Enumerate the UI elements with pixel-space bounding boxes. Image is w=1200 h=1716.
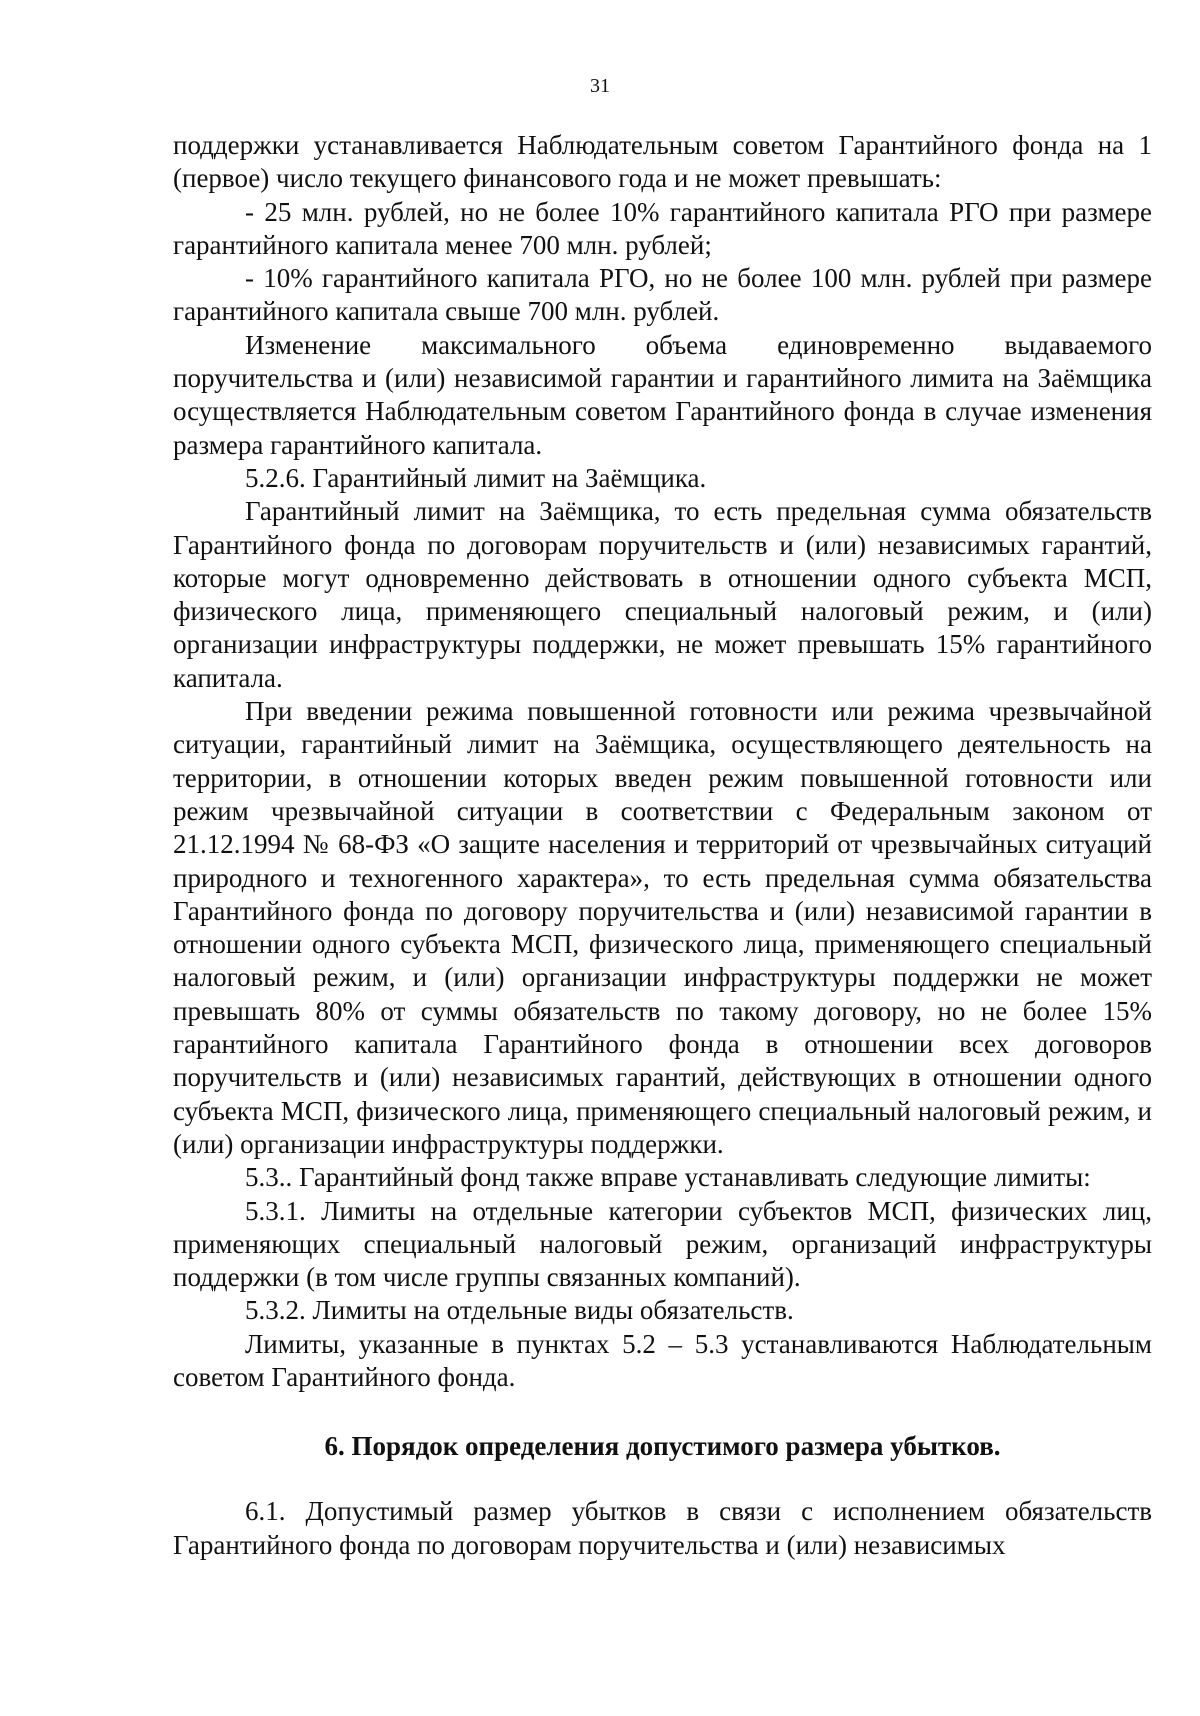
clause-5-2-6-title: 5.2.6. Гарантийный лимит на Заёмщика. <box>245 462 707 493</box>
clause-5-3-2: 5.3.2. Лимиты на отдельные виды обязательств. <box>245 1295 794 1326</box>
paragraph-continuation: поддержки устанавливается Наблюдательным советом Гарантийного фонда на 1 (первое) число текущего финансового года и не может превышать: <box>173 130 1152 194</box>
paragraph-borrower-limit: Гарантийный лимит на Заёмщика, то есть предельная сумма обязательств Гарантийного фонда по договорам поручительств и (или) независимых гарантий, которые могут одновременно действовать в отношении одного субъекта МСП, физического лица, применяющего специальный налоговый режим, и (или) организации инфраструктуры поддержки, не может превышать 15% гарантийного капитала. <box>173 496 1152 693</box>
page-number: 31 <box>590 75 610 97</box>
paragraph-emergency-regime: При введении режима повышенной готовности или режима чрезвычайной ситуации, гарантийный лимит на Заёмщика, осуществляющего деятельность на территории, в отношении которых введен режим повышенной готовности или режим чрезвычайной ситуации в соответствии с Федеральным законом от 21.12.1994 № 68-ФЗ «О защите населения и территорий от чрезвычайных ситуаций природного и техногенного характера», то есть предельная сумма обязательства Гарантийного фонда по договору поручительства и (или) независимой гарантии в отношении одного субъекта МСП, физического лица, применяющего специальный налоговый режим, и (или) организации инфраструктуры поддержки не может превышать 80% от суммы обязательств по такому договору, но не более 15% гарантийного капитала Гарантийного фонда в отношении всех договоров поручительств и (или) независимых гарантий, действующих в отношении одного субъекта МСП, физического лица, применяющего специальный налоговый режим, и (или) организации инфраструктуры поддержки. <box>173 696 1152 1159</box>
list-item-limit-25mln: - 25 млн. рублей, но не более 10% гарантийного капитала РГО при размере гарантийного капитала менее 700 млн. рублей; <box>173 196 1152 260</box>
section-6-heading: 6. Порядок определения допустимого размера убытков. <box>324 1431 1001 1462</box>
paragraph-limit-change: Изменение максимального объема единовременно выдаваемого поручительства и (или) независимой гарантии и гарантийного лимита на Заёмщика осуществляется Наблюдательным советом Гарантийного фонда в случае изменения размера гарантийного капитала. <box>173 329 1152 460</box>
clause-5-3-1: 5.3.1. Лимиты на отдельные категории субъектов МСП, физических лиц, применяющих специальный налоговый режим, организаций инфраструктуры поддержки (в том числе группы связанных компаний). <box>173 1195 1152 1293</box>
document-body <box>173 129 1152 1562</box>
paragraph-limits-approval: Лимиты, указанные в пунктах 5.2 – 5.3 устанавливаются Наблюдательным советом Гарантийного фонда. <box>173 1328 1152 1392</box>
list-item-limit-10pct: - 10% гарантийного капитала РГО, но не более 100 млн. рублей при размере гарантийного капитала свыше 700 млн. рублей. <box>173 263 1152 327</box>
clause-6-1: 6.1. Допустимый размер убытков в связи с исполнением обязательств Гарантийного фонда по договорам поручительства и (или) независимых <box>173 1496 1152 1560</box>
clause-5-3: 5.3.. Гарантийный фонд также вправе устанавливать следующие лимиты: <box>245 1162 1091 1193</box>
